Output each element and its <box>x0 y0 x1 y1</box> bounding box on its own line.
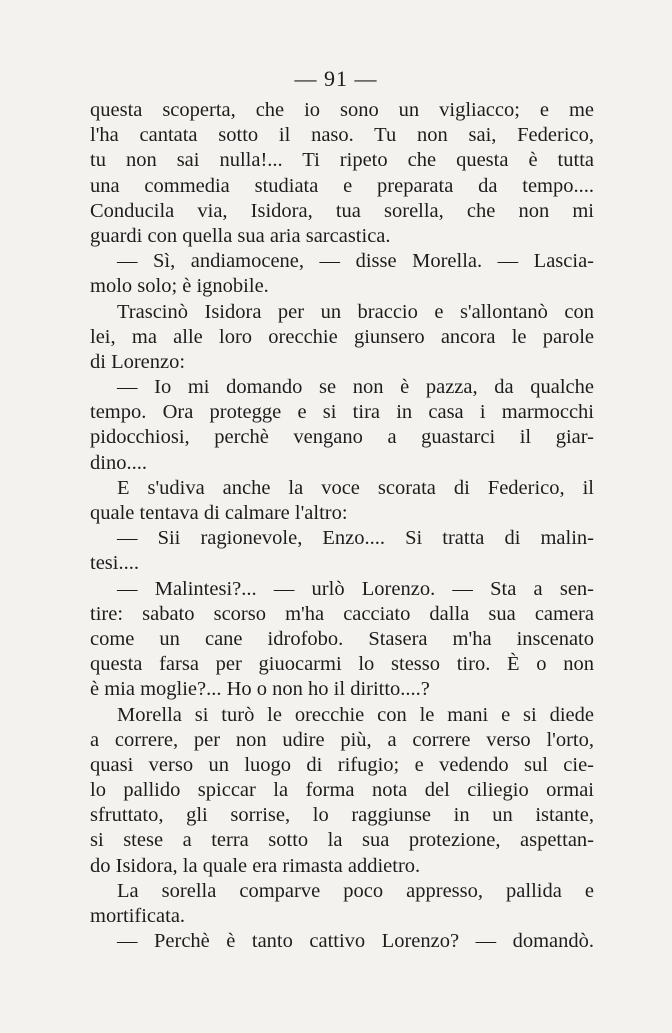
text-line: lei, ma alle loro orecchie giunsero ancora le parole <box>90 325 594 348</box>
text-line: questa scoperta, che io sono un vigliacco; e me <box>90 99 594 121</box>
text-line: di Lorenzo: <box>90 350 186 373</box>
text-line: quasi verso un luogo di rifugio; e vedendo sul cie- <box>90 753 594 776</box>
text-line: l'ha cantata sotto il naso. Tu non sai, Federico, <box>90 124 594 147</box>
text-line: — Sì, andiamocene, — disse Morella. — Lascia- <box>117 250 594 273</box>
text-line: dino.... <box>90 451 147 474</box>
text-line: Morella si turò le orecchie con le mani e si diede <box>117 703 594 726</box>
text-line: — Perchè è tanto cattivo Lorenzo? — domandò. <box>117 930 594 953</box>
text-line: tire: sabato scorso m'ha cacciato dalla sua camera <box>90 602 594 625</box>
text-line: mortificata. <box>90 905 186 927</box>
page-number: — 91 — <box>294 66 378 91</box>
text-line: Conducila via, Isidora, tua sorella, che non mi <box>90 199 594 222</box>
text-line: come un cane idrofobo. Stasera m'ha inscenato <box>90 627 594 650</box>
text-line: tu non sai nulla!... Ti ripeto che questa è tutta <box>90 149 594 172</box>
text-line: E s'udiva anche la voce scorata di Federico, il <box>117 476 594 499</box>
text-line: quale tentava di calmare l'altro: <box>90 502 348 524</box>
text-line: lo pallido spiccar la forma nota del ciliegio ormai <box>90 779 594 802</box>
text-line: si stese a terra sotto la sua protezione, aspettan- <box>90 829 594 852</box>
text-line: sfruttato, gli sorrise, lo raggiunse in un istante, <box>90 804 594 827</box>
text-line: è mia moglie?... Ho o non ho il diritto....? <box>90 678 430 701</box>
text-line: La sorella comparve poco appresso, pallida e <box>117 879 594 902</box>
body-text <box>90 98 594 954</box>
text-line: guardi con quella sua aria sarcastica. <box>90 224 391 247</box>
text-line: — Malintesi?... — urlò Lorenzo. — Sta a sen- <box>117 577 594 600</box>
text-line: molo solo; è ignobile. <box>90 275 269 298</box>
text-line: tempo. Ora protegge e si tira in casa i marmocchi <box>90 401 594 424</box>
text-line: una commedia studiata e preparata da tempo.... <box>90 174 594 197</box>
text-line: a correre, per non udire più, a correre verso l'orto, <box>90 728 594 751</box>
text-line: Trascinò Isidora per un braccio e s'allontanò con <box>117 300 594 323</box>
text-line: — Sii ragionevole, Enzo.... Si tratta di malin- <box>117 527 594 550</box>
text-line: pidocchiosi, perchè vengano a guastarci il giar- <box>90 426 594 449</box>
text-line: do Isidora, la quale era rimasta addietro. <box>90 854 421 877</box>
text-line: tesi.... <box>90 552 139 575</box>
text-line: — Io mi domando se non è pazza, da qualche <box>117 376 594 399</box>
text-line: questa farsa per giuocarmi lo stesso tiro. È o non <box>90 653 594 676</box>
